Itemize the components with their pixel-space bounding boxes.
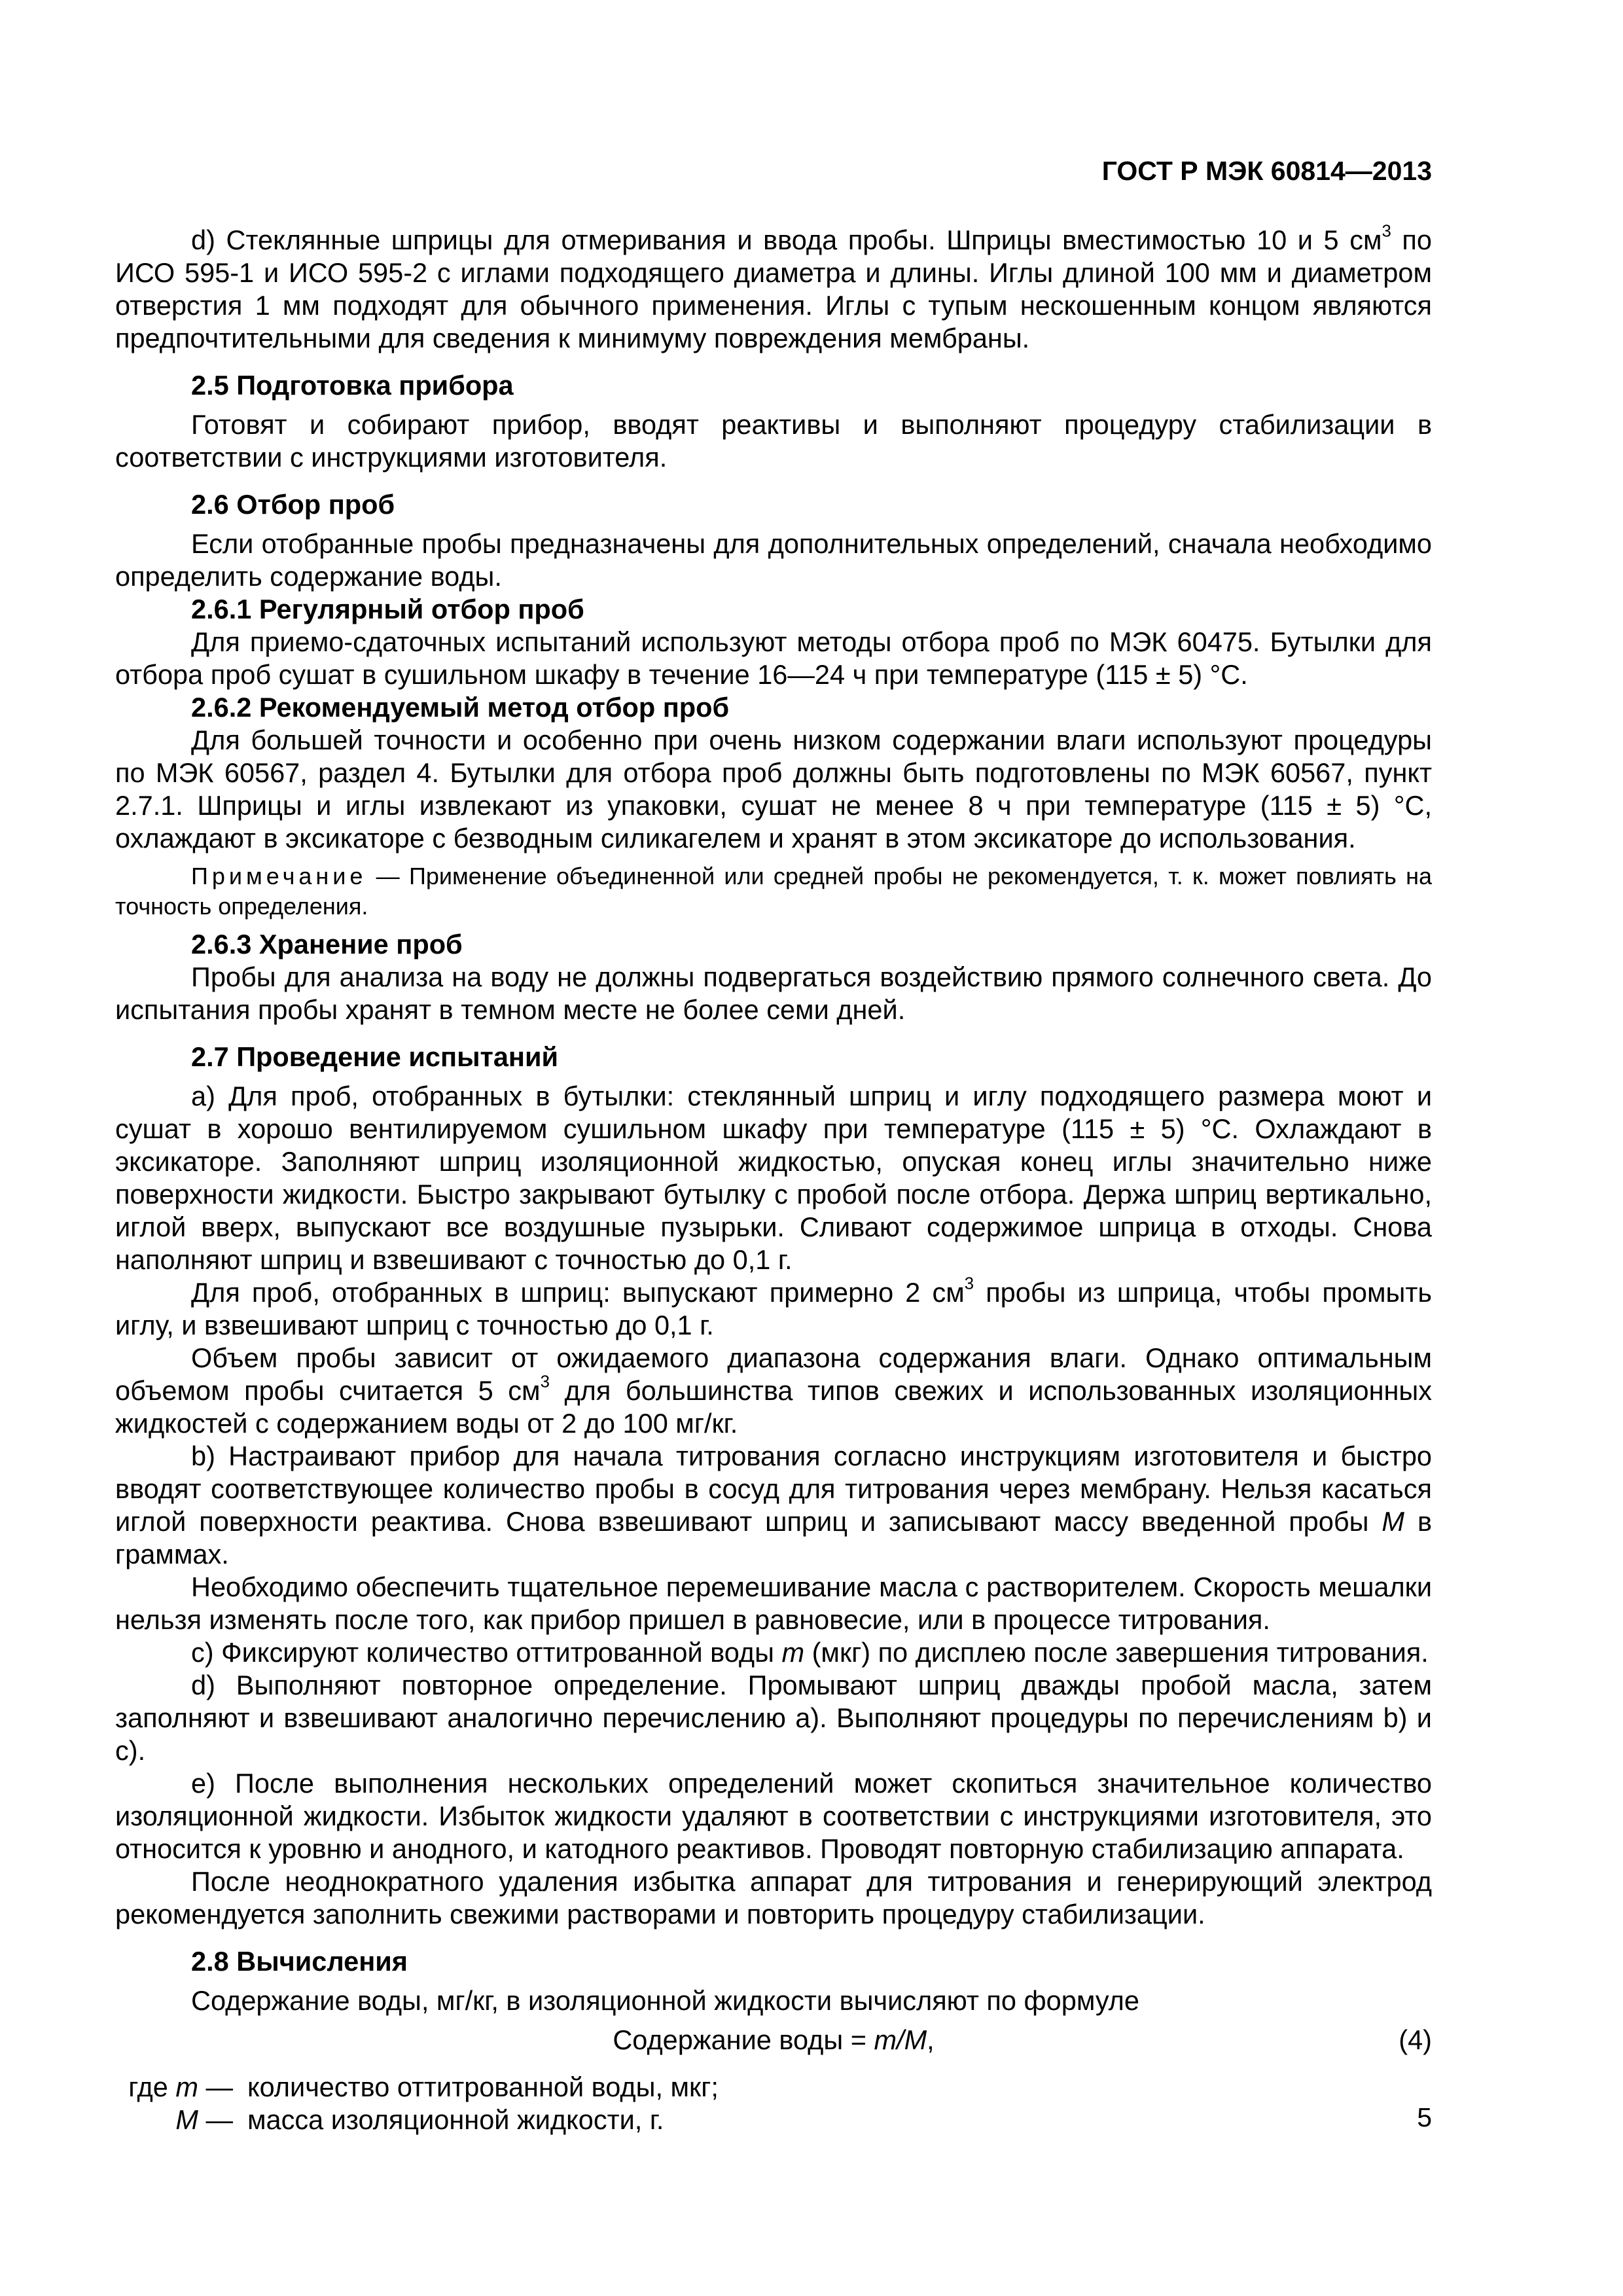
paragraph-2-6: Если отобранные пробы предназначены для дополнительных определений, сначала необходимо определить содержание воды.	[115, 528, 1432, 592]
document-body	[115, 224, 1432, 2136]
paragraph-d-repeat: d) Выполняют повторное определение. Промывают шприц дважды пробой масла, затем заполняют и взвешивают аналогично перечислению а). Выполняют процедуры по перечислениям b) и с).	[115, 1670, 1432, 1766]
paragraph-2-6-3: Пробы для анализа на воду не должны подвергаться воздействию прямого солнечного света. До испытания пробы хранят в темном месте не более семи дней.	[115, 961, 1432, 1025]
where-term: где m —	[128, 2072, 233, 2102]
where-list	[115, 2071, 1432, 2136]
paragraph-2-8: Содержание воды, мг/кг, в изоляционной жидкости вычисляют по формуле	[191, 1985, 1139, 2016]
paragraph-syringe-samples: Для проб, отобранных в шприц: выпускают примерно 2 $см^3$ пробы из шприца, чтобы промыть иглу, и взвешивают шприц с точностью до 0,1 г.	[115, 1274, 1432, 1340]
paragraph-sample-volume: Объем пробы зависит от ожидаемого диапазона содержания влаги. Однако оптимальным объемом пробы считается 5 $см^3$ для большинства типов свежих и использованных изоляционных жидкостей с содержанием воды от 2 до 100 мг/кг.	[115, 1342, 1432, 1439]
where-item-m	[115, 2071, 1432, 2104]
paragraph-after: После неоднократного удаления избытка аппарат для титрования и генерирующий электрод рекомендуется заполнить свежими растворами и повторить процедуру стабилизации.	[115, 1866, 1432, 1929]
heading-2-6: 2.6 Отбор проб	[191, 489, 395, 520]
where-term: М —	[175, 2104, 233, 2135]
paragraph-e: е) После выполнения нескольких определений может скопиться значительное количество изоляционной жидкости. Избыток жидкости удаляют в соответствии с инструкциями изготовителя, это относится к уровню и анодного, и катодного реактивов. Проводят повторную стабилизацию аппарата.	[115, 1768, 1432, 1864]
paragraph-2-6-2: Для большей точности и особенно при очень низком содержании влаги используют процедуры по МЭК 60567, раздел 4. Бутылки для отбора проб должны быть подготовлены по МЭК 60567, пункт 2.7.1. Шприцы и иглы извлекают из упаковки, сушат не менее 8 ч при температуре (115 ± 5) °С, охлаждают в эксикаторе с безводным силикагелем и хранят в этом эксикаторе до использования.	[115, 725, 1432, 853]
paragraph-b: b) Настраивают прибор для начала титрования согласно инструкциям изготовителя и быстро вводят соответствующее количество пробы в сосуд для титрования через мембрану. Нельзя касаться иглой поверхности реактива. Снова взвешивают шприц и записывают массу введенной пробы М в граммах.	[115, 1441, 1432, 1570]
heading-2-6-3: 2.6.3 Хранение проб	[191, 929, 463, 960]
formula-expression: Содержание воды = m/M,	[613, 2024, 935, 2055]
page-header: ГОСТ Р МЭК 60814—2013	[1101, 156, 1432, 186]
where-definition: количество оттитрованной воды, мкг;	[247, 2072, 719, 2102]
page-number: 5	[1417, 2102, 1432, 2132]
paragraph-2-6-1: Для приемо-сдаточных испытаний используют методы отбора проб по МЭК 60475. Бутылки для отбора проб сушат в сушильном шкафу в течение 16—24 ч при температуре (115 ± 5) °С.	[115, 626, 1432, 690]
paragraph-a: а) Для проб, отобранных в бутылки: стеклянный шприц и иглу подходящего размера моют и сушат в хорошо вентилируемом сушильном шкафу при температуре (115 ± 5) °С. Охлаждают в эксикаторе. Заполняют шприц изоляционной жидкостью, опуская конец иглы значительно ниже поверхности жидкости. Быстро закрывают бутылку с пробой после отбора. Держа шприц вертикально, иглой вверх, выпускают все воздушные пузырьки. Сливают содержимое шприца в отходы. Снова наполняют шприц и взвешивают с точностью до 0,1 г.	[115, 1081, 1432, 1275]
heading-2-8: 2.8 Вычисления	[191, 1946, 408, 1977]
heading-2-6-2: 2.6.2 Рекомендуемый метод отбор проб	[191, 692, 730, 723]
heading-2-7: 2.7 Проведение испытаний	[191, 1041, 558, 1072]
where-item-M	[115, 2104, 1432, 2136]
paragraph-2-5: Готовят и собирают прибор, вводят реактивы и выполняют процедуру стабилизации в соответствии с инструкциями изготовителя.	[115, 409, 1432, 473]
where-definition: масса изоляционной жидкости, г.	[247, 2104, 664, 2135]
formula-4	[115, 2024, 1432, 2056]
note: Примечание — Применение объединенной или средней пробы не рекомендуется, т. к. может повлиять на точность определения.	[115, 863, 1432, 920]
paragraph-c: с) Фиксируют количество оттитрованной воды m (мкг) по дисплею после завершения титрования.	[191, 1637, 1429, 1668]
formula-number: (4)	[1399, 2024, 1432, 2055]
paragraph-d-syringes: d) Стеклянные шприцы для отмеривания и ввода пробы. Шприцы вместимостью 10 и 5 $см^3$ по ИСО 595-1 и ИСО 595-2 с иглами подходящего диаметра и длины. Иглы длиной 100 мм и диаметром отверстия 1 мм подходят для обычного применения. Иглы с тупым нескошенным концом являются предпочтительными для сведения к минимуму повреждения мембраны.	[115, 222, 1432, 353]
heading-2-5: 2.5 Подготовка прибора	[191, 370, 514, 401]
paragraph-mixing: Необходимо обеспечить тщательное перемешивание масла с растворителем. Скорость мешалки нельзя изменять после того, как прибор пришел в равновесие, или в процессе титрования.	[115, 1571, 1432, 1635]
heading-2-6-1: 2.6.1 Регулярный отбор проб	[191, 594, 584, 624]
